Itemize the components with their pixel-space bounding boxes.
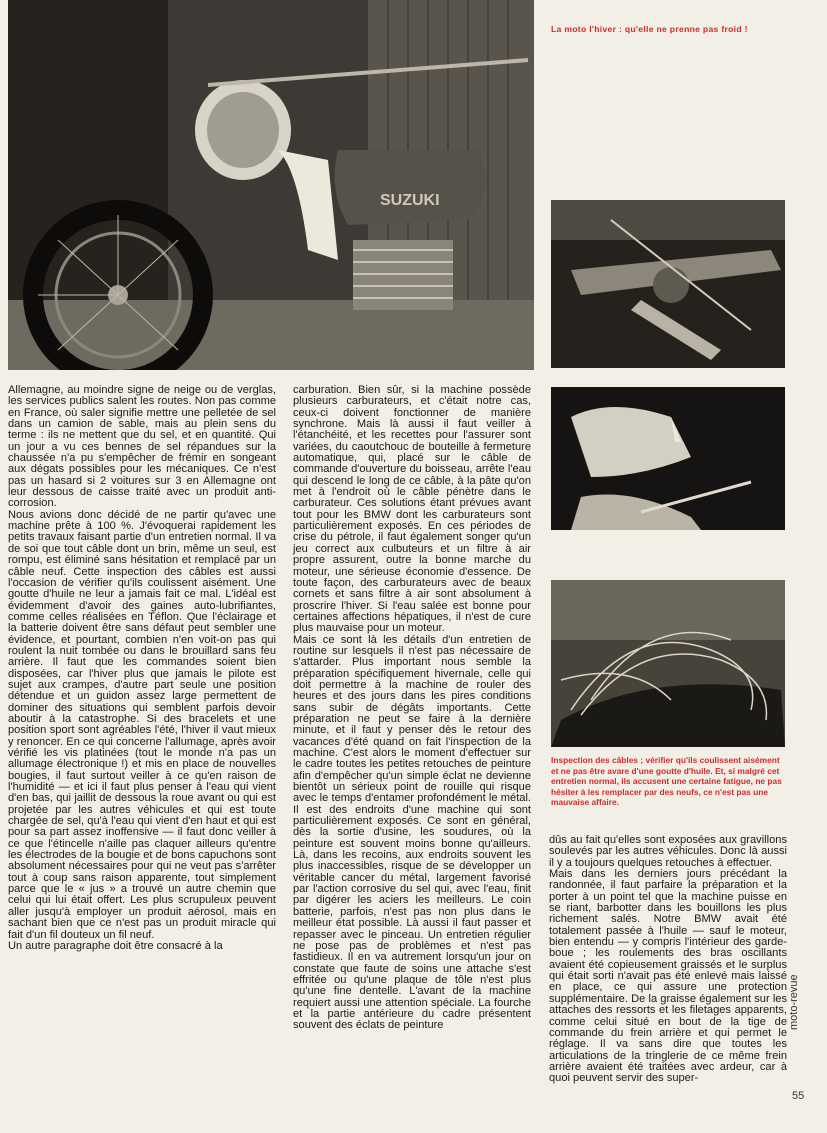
paragraph: carburation. Bien sûr, si la machine possède plusieurs carburateurs, et c'était notre cas, ceux-ci doivent fonctionner de manière synchrone. Mais là aussi il faut veiller à l'étanchéité, et les recettes pour l'assurer sont variées, du caoutchouc de bouteille à fermeture automatique, qui, placé sur le câble de commande d'ouverture du boisseau, arrête l'eau qui descend le long de ce câble, à la pâte qu'on met à l'endroit où le câble pénètre dans le carburateur. Ces solutions étant prévues avant tout pour les BMW dont les carburateurs sont particulièrement exposés. En ces périodes de crise du pétrole, il faut également songer qu'un jeu correct aux culbuteurs et un filtre à air propre assurent, outre la bonne marche du moteur, une sérieuse économie d'essence. De toute façon, des carburateurs avec de beaux cornets et sans filtre à air sont absolument à proscrire l'hiver. Si l'eau salée est bonne pour certaines affections hépatiques, il n'est de cure plus mauvaise pour un moteur.: [293, 384, 531, 635]
article-headline: La moto l'hiver : qu'elle ne prenne pas froid !: [551, 24, 748, 34]
oiling-cable-photo: [551, 387, 785, 530]
paragraph: dûs au fait qu'elles sont exposées aux gravillons soulevés par les autres véhicules. Donc là aussi il y a toujours quelques retouches à effectuer.: [549, 834, 787, 869]
paragraph: Un autre paragraphe doit être consacré à la: [8, 939, 223, 952]
cables-photo: [551, 580, 785, 747]
magazine-name: moto-revue: [788, 974, 800, 1030]
paragraph: Mais dans les derniers jours précédant la randonnée, il faut parfaire la préparation et la porter à un point tel que la machine puisse en se riant, barbotter dans les bouillons les plus richement salés. Notre BMW avait été totalement passée à l'huile — sauf le moteur, bien entendu — y compris l'intérieur des garde-boue ; les roulements des bras oscillants avaient été copieusement graissés et le surplus qui était sorti n'avait pas été enlevé mais laissé en place, ce qui assure une protection supplémentaire. De la graisse également sur les attaches des ressorts et les filetages apparents, comme celui situé en bout de la tige de commande du frein arrière et qui permet le réglage. Il va sans dire que toutes les articulations de la tringlerie de ce même frein arrière avaient été traitées avec ardeur, car à quoi peuvent servir des super-: [549, 868, 787, 1085]
paragraph: Mais ce sont là les détails d'un entretien de routine sur lesquels il n'est pas nécessaire de s'attarder. Plus important nous semble la préparation spécifiquement hivernale, celle qui doit permettre à la machine de rouler des heures et des jours dans les pires conditions sans subir de dégâts importants. Cette préparation ne peut se faire à la dernière minute, et il faut y penser dès le retour des vacances d'été quand on fait l'inspection de la machine. C'est alors le moment d'effectuer sur le cadre toutes les petites retouches de peinture afin d'empêcher qu'un simple éclat ne devienne bientôt un sérieux point de rouille qui risque avec le temps d'entamer profondément le métal. Il est des endroits d'une machine qui sont particulièrement exposés. Ce sont en général, dès la sortie d'usine, les soudures, où la peinture est souvent moins bonne qu'ailleurs. Là, dans les recoins, aux endroits souvent les plus inaccessibles, risque de se développer un véritable cancer du métal, largement favorisé par l'action corrosive du sel qui, avec l'eau, finit par digérer les aciers les meilleurs. Le coin batterie, parfois, n'est pas non plus dans le meilleur état possible. Là aussi il faut passer et repasser avec le pinceau. Un entretien régulier ne pose pas de problèmes et n'est pas fastidieux. Il en va autrement lorsqu'un jour on constate que faute de soins une attache s'est effritée ou qu'une plaque de tôle n'est plus qu'une fine dentelle. L'avant de la machine requiert aussi une attention spéciale. La fourche et la partie antérieure du cadre présentent souvent des éclats de peinture: [293, 633, 531, 1032]
photo-caption: Inspection des câbles ; vérifier qu'ils coulissent aisément et ne pas être avare d'une goutte d'huile. Et, si malgré cet entretien normal, ils accusent une certaine fatigue, ne pas hésiter à les remplacer par des neufs, ce n'est pas une mauvaise affaire.: [551, 755, 782, 808]
tank-logo: SUZUKI: [380, 192, 440, 209]
article-column-1: [8, 385, 276, 952]
article-column-2: [293, 385, 531, 1032]
paragraph: Nous avions donc décidé de ne partir qu'avec une machine prête à 100 %. J'évoquerai rapidement les petits travaux faisant partie d'un entretien normal. Il va de soi que tout câble dont un brin, même un seul, est rompu, est éliminé sans hésitation et remplacé par un câble neuf. Cette inspection des câbles est aussi l'occasion de vérifier qu'ils coulissent aisément. Une goutte d'huile ne leur a jamais fait ce mal. L'idéal est évidemment d'avoir des gaines auto-lubrifiantes, comme celles réalisées en Téflon. Que l'éclairage et la batterie doivent être sans défaut peut sembler une évidence, et pourtant, combien n'en voit-on pas qui roulent la nuit tombée ou dans le brouillard sans feu arrière. Il faut que les commandes soient bien disposées, car l'hiver plus que jamais le pilote est sujet aux crampes, d'autre part seule une position détendue et un guidon assez large permettent de dominer des situations qui semblent parfois devoir aboutir à la catastrophe. Si des bracelets et une position sport sont agréables l'été, l'hiver il vaut mieux y renoncer. En ce qui concerne l'allumage, après avoir vérifié les vis platinées (tout le monde n'a pas un allumage électronique !) et mis en place de nouvelles bougies, il faut surtout veiller à ce qu'en raison de l'humidité — et ici il faut plus penser à l'eau qui vient d'en bas, qui jaillit de dessous la roue avant ou qui est projetée par les autres véhicules et qui est toute chargée de sel, qu'à l'eau qui vient d'en haut et qui est pour sa part assez inoffensive — il faut donc veiller à ce que l'étincelle n'aille pas claquer ailleurs qu'entre les électrodes de la bougie et de bons capuchons sont absolument nécessaires pour qui ne veut pas s'arrêter tout à coup sans raison apparente, tout simplement parce que le « jus » a trouvé un autre chemin que celui qui lui était offert. Les plus scrupuleux peuvent aller jusqu'à employer un produit aérosol, mais en sachant bien que ce n'est pas un produit miracle qui fait d'un fil douteux un fil neuf.: [8, 508, 276, 941]
article-column-3: [549, 835, 787, 1085]
handlebar-photo: [551, 200, 785, 368]
paragraph: Allemagne, au moindre signe de neige ou de verglas, les services publics salent les routes. Non pas comme en France, où saler signifie mettre une pelletée de sel dans un camion de sable, mais au plein sens du terme : ils ne mettent que du sel, et en quantité. Qui un jour a vu ces bennes de sel répandues sur la chaussée n'a pu s'empêcher de frémir en songeant aux dégats possibles pour les mécaniques. Ce n'est pas un hasard si 2 voitures sur 3 en Allemagne ont leur dessous de caisse traité avec un produit anti-corrosion.: [8, 384, 276, 510]
page-number: 55: [792, 1090, 805, 1102]
main-motorcycle-photo: [8, 0, 534, 370]
